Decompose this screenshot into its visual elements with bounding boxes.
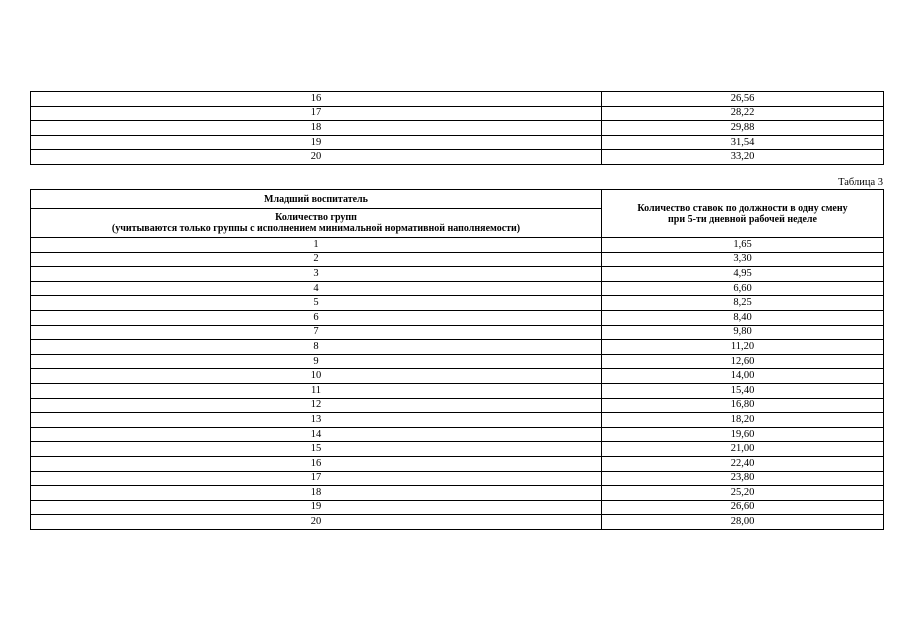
groups-header-title: Количество групп (275, 212, 357, 223)
rate-value-cell: 28,22 (602, 106, 884, 121)
group-count-cell: 12 (31, 398, 602, 413)
rate-value-cell: 11,20 (602, 340, 884, 355)
rate-value-cell: 4,95 (602, 267, 884, 282)
rate-value-cell: 23,80 (602, 471, 884, 486)
table-row (31, 471, 884, 486)
rate-value-cell: 6,60 (602, 281, 884, 296)
rate-value-cell: 29,88 (602, 121, 884, 136)
group-count-cell: 20 (31, 515, 602, 530)
rates-header (602, 190, 884, 238)
table-row (31, 267, 884, 282)
rate-value-cell: 8,40 (602, 310, 884, 325)
table-row (31, 281, 884, 296)
table-row (31, 150, 884, 165)
group-count-cell: 9 (31, 354, 602, 369)
table-row (31, 252, 884, 267)
group-count-cell: 8 (31, 340, 602, 355)
group-count-cell: 18 (31, 121, 602, 136)
rate-value-cell: 18,20 (602, 413, 884, 428)
rate-value-cell: 9,80 (602, 325, 884, 340)
table-row (31, 486, 884, 501)
table-row (31, 500, 884, 515)
group-count-cell: 2 (31, 252, 602, 267)
group-count-cell: 15 (31, 442, 602, 457)
rate-value-cell: 15,40 (602, 383, 884, 398)
group-count-cell: 1 (31, 238, 602, 253)
groups-header (31, 209, 602, 238)
groups-header-note: (учитываются только группы с исполнением минимальной нормативной наполняемости) (111, 223, 521, 234)
rates-header-line1: Количество ставок по должности в одну смену (637, 202, 848, 214)
table-row (31, 515, 884, 530)
junior-teacher-rates-table (30, 189, 884, 530)
table-row (31, 121, 884, 136)
group-count-cell: 17 (31, 106, 602, 121)
rates-header-line2: при 5-ти дневной рабочей неделе (668, 213, 817, 225)
continued-rates-table (30, 91, 884, 165)
group-count-cell: 18 (31, 486, 602, 501)
table-caption: Таблица 3 (838, 177, 883, 188)
table-row (31, 383, 884, 398)
group-count-cell: 6 (31, 310, 602, 325)
rate-value-cell: 14,00 (602, 369, 884, 384)
table-row (31, 369, 884, 384)
group-count-cell: 13 (31, 413, 602, 428)
rate-value-cell: 26,60 (602, 500, 884, 515)
rate-value-cell: 1,65 (602, 238, 884, 253)
group-count-cell: 19 (31, 500, 602, 515)
rate-value-cell: 31,54 (602, 135, 884, 150)
table-row (31, 135, 884, 150)
group-count-cell: 3 (31, 267, 602, 282)
continued-rates-table-body (31, 92, 884, 165)
group-count-cell: 11 (31, 383, 602, 398)
group-count-cell: 19 (31, 135, 602, 150)
table-row (31, 413, 884, 428)
group-count-cell: 4 (31, 281, 602, 296)
rate-value-cell: 8,25 (602, 296, 884, 311)
rate-value-cell: 26,56 (602, 92, 884, 107)
rate-value-cell: 33,20 (602, 150, 884, 165)
rate-value-cell: 25,20 (602, 486, 884, 501)
group-count-cell: 16 (31, 92, 602, 107)
group-count-cell: 20 (31, 150, 602, 165)
group-count-cell: 5 (31, 296, 602, 311)
group-count-cell: 16 (31, 456, 602, 471)
table-row (31, 92, 884, 107)
group-count-cell: 7 (31, 325, 602, 340)
table-row (31, 325, 884, 340)
rate-value-cell: 12,60 (602, 354, 884, 369)
table-row (31, 398, 884, 413)
group-count-cell: 17 (31, 471, 602, 486)
table-row (31, 427, 884, 442)
table-row (31, 340, 884, 355)
table-row (31, 310, 884, 325)
rate-value-cell: 28,00 (602, 515, 884, 530)
rate-value-cell: 22,40 (602, 456, 884, 471)
junior-teacher-rates-table-body (31, 238, 884, 530)
table-row (31, 238, 884, 253)
table-row (31, 456, 884, 471)
group-count-cell: 10 (31, 369, 602, 384)
table-row (31, 442, 884, 457)
rate-value-cell: 21,00 (602, 442, 884, 457)
rate-value-cell: 16,80 (602, 398, 884, 413)
position-header: Младший воспитатель (31, 190, 602, 209)
rate-value-cell: 19,60 (602, 427, 884, 442)
table-row (31, 296, 884, 311)
table-row (31, 106, 884, 121)
table-row (31, 354, 884, 369)
group-count-cell: 14 (31, 427, 602, 442)
rate-value-cell: 3,30 (602, 252, 884, 267)
